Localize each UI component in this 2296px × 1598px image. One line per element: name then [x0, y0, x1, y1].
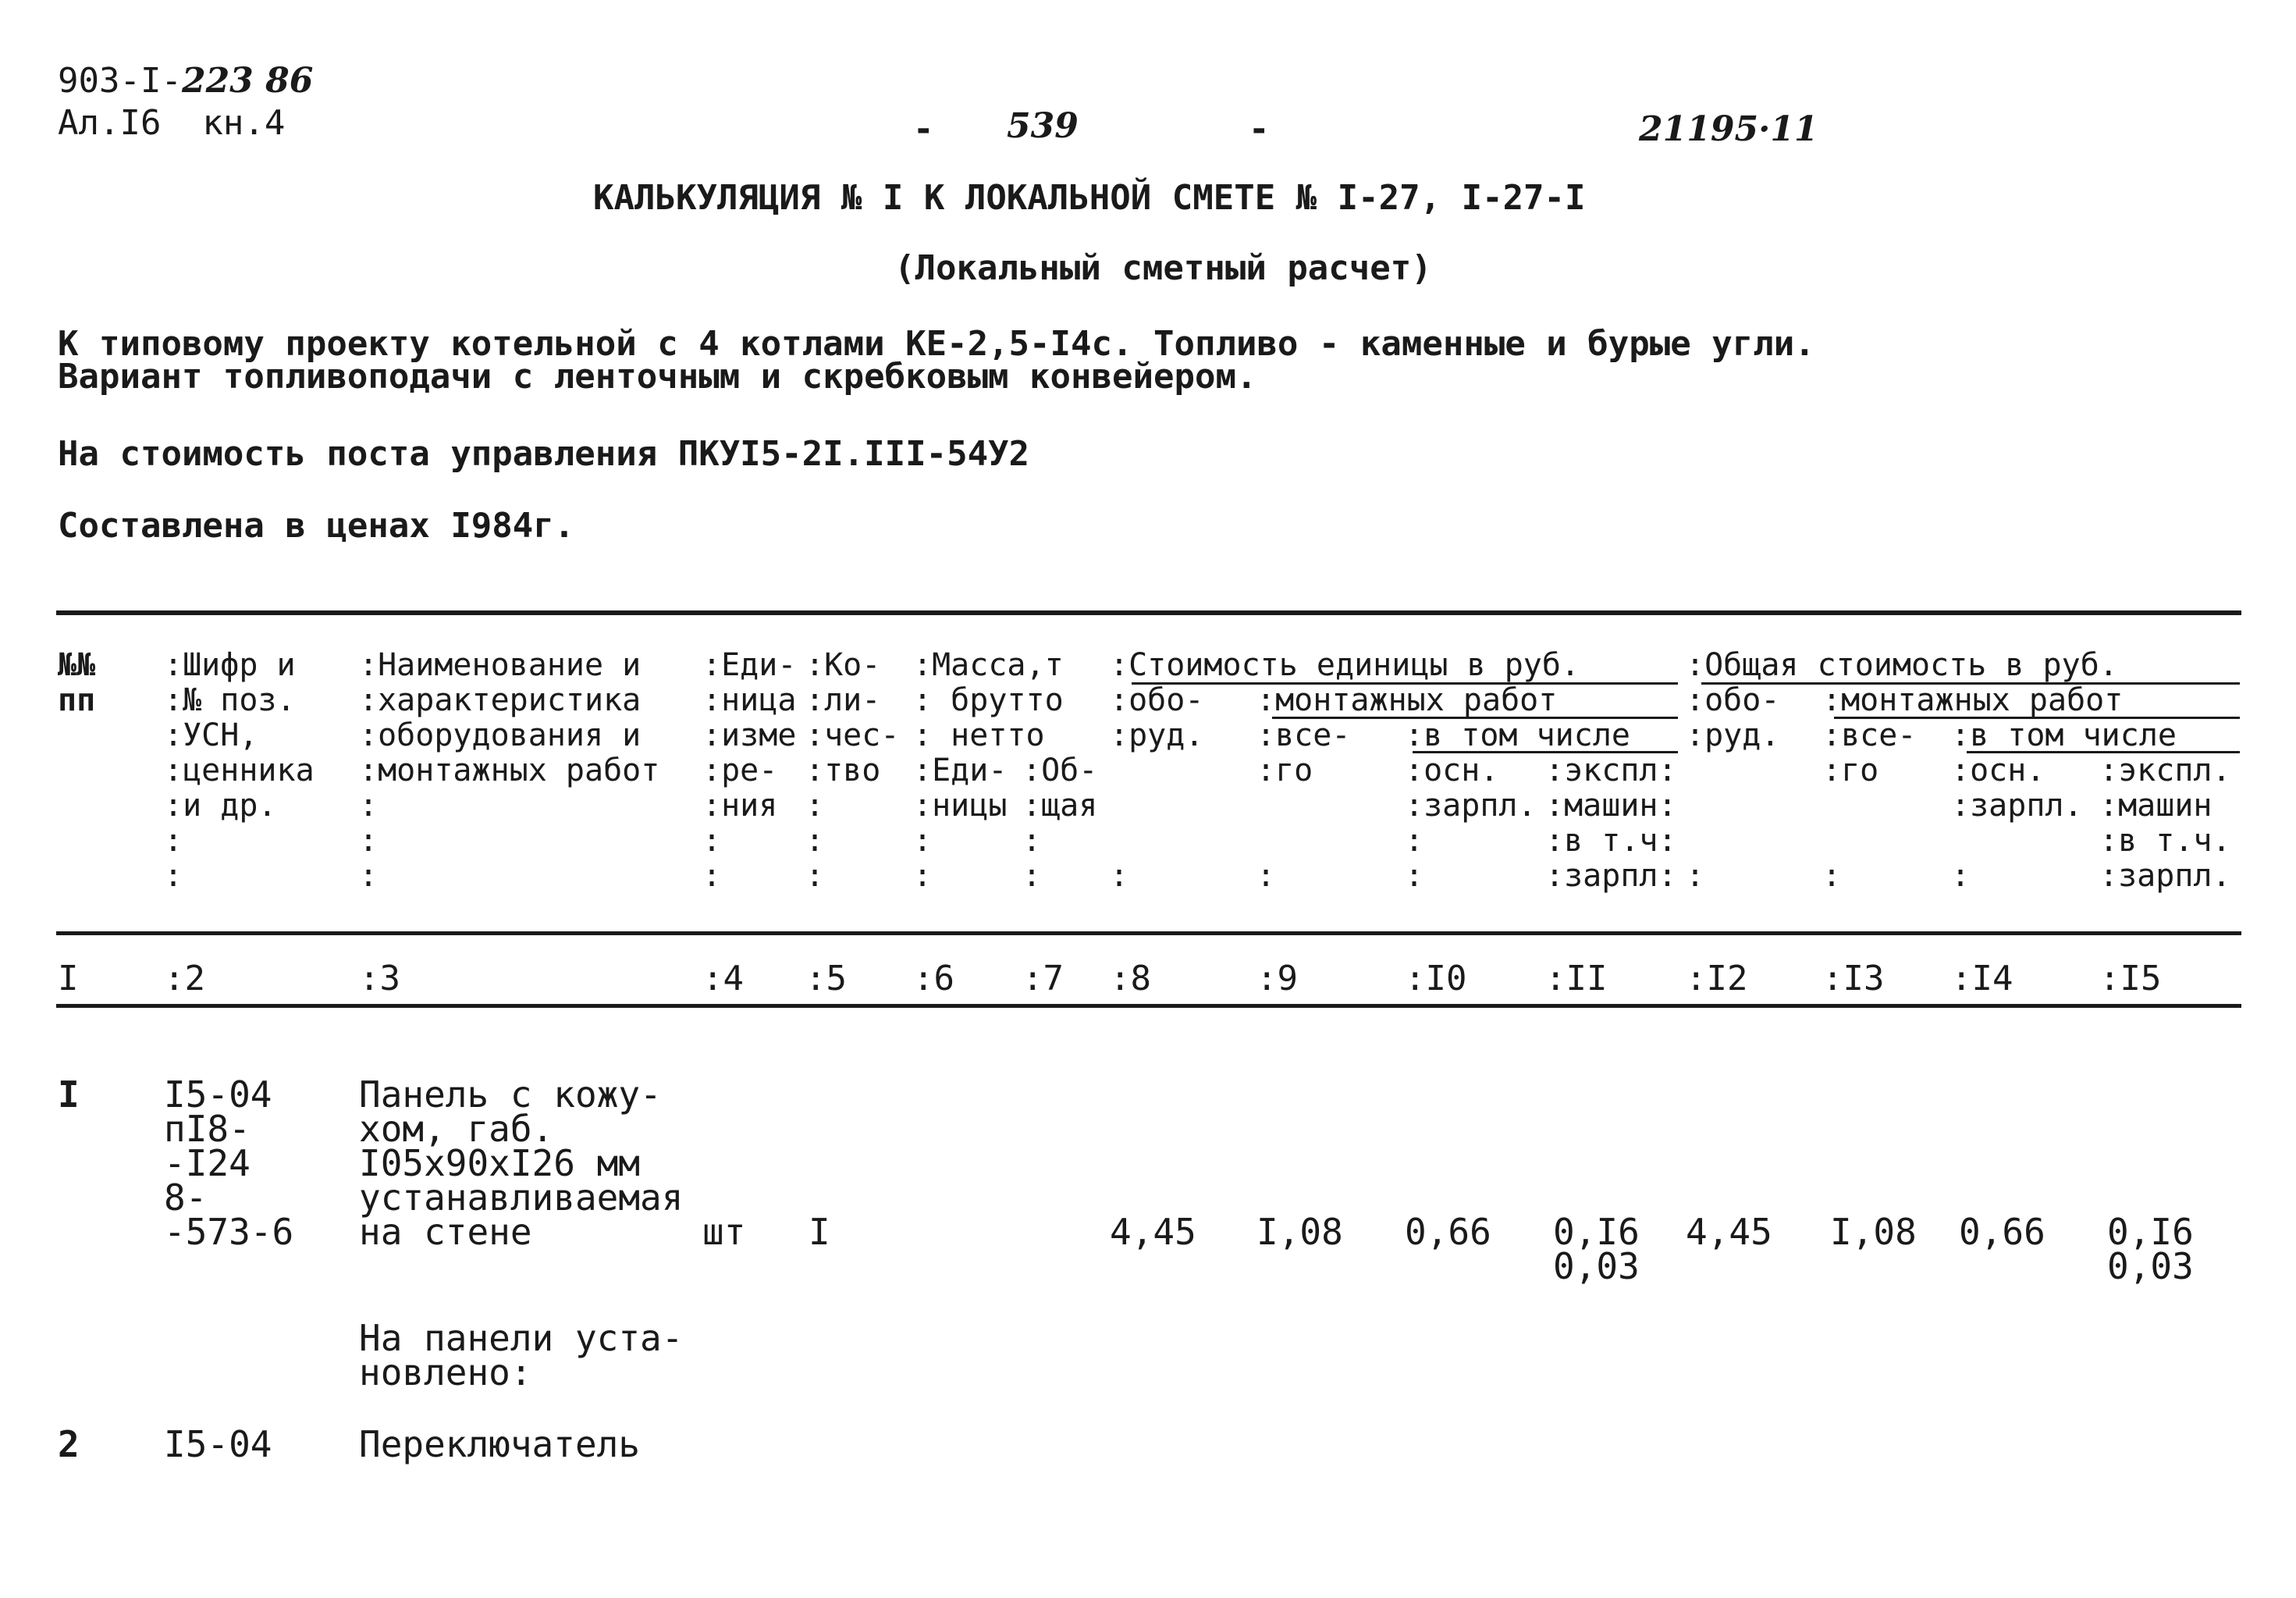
header-col-7: :Об- :щая : :: [1022, 753, 1098, 894]
document-title: КАЛЬКУЛЯЦИЯ № I К ЛОКАЛЬНОЙ СМЕТЕ № I-27, I-27-I: [593, 178, 1586, 218]
row-1-name: Панель с кожу- хом, габ. I05x90xI26 мм устанавливаемая на стене: [359, 1073, 684, 1253]
header-unit-install: :монтажных работ: [1256, 682, 1558, 718]
document-subtitle: (Локальный сметный расчет): [894, 248, 1432, 288]
row-1-install-total: I,08: [1830, 1211, 1917, 1253]
colnum-15: :I5: [2099, 959, 2162, 998]
header-col-6: :Масса,т : брутто : нетто :Еди- :ницы : :: [913, 647, 1064, 894]
header-col-13: :все- :го :: [1822, 717, 1917, 894]
colnum-3: :3: [359, 959, 400, 998]
row-1-quantity: I: [809, 1211, 830, 1253]
header-total-install: :монтажных работ: [1822, 682, 2124, 718]
header-col-9: :все- :го :: [1256, 717, 1351, 894]
table-top-rule: [56, 610, 2241, 615]
header-unit-incl: :в том числе: [1405, 717, 1630, 753]
row-note-name: На панели уста- новлено:: [359, 1317, 684, 1393]
code-handwritten: 223 86: [181, 61, 314, 101]
page-number: 539: [1007, 106, 1079, 146]
header-col-5: :Ко- :ли- :чес- :тво : : :: [805, 647, 900, 894]
row-2-name: Переключатель: [359, 1423, 641, 1465]
colnum-14: :I4: [1951, 959, 2013, 998]
colnum-11: :II: [1545, 959, 1608, 998]
colnum-5: :5: [805, 959, 847, 998]
header-total-incl: :в том числе: [1951, 717, 2177, 753]
header-col-8: :обо- :руд. :: [1110, 682, 1204, 894]
code-prefix: 903-I-: [58, 61, 182, 101]
page-dash-left: -: [913, 109, 934, 149]
header-col-3: :Наименование и :характеристика :оборудования и :монтажных работ : : :: [359, 647, 660, 894]
colnum-1: I: [58, 959, 79, 998]
row-1-machine-total: 0,I6 0,03: [2107, 1211, 2194, 1287]
row-1-wage-total: 0,66: [1959, 1211, 2045, 1253]
header-bottom-rule: [56, 931, 2241, 935]
page-dash-right: -: [1249, 109, 1270, 149]
header-col-2: :Шифр и :№ поз. :УСН, :ценника :и др. : :: [164, 647, 315, 894]
colnum-4: :4: [702, 959, 744, 998]
colnum-10: :I0: [1405, 959, 1467, 998]
row-1-code: I5-04 пI8- -I24 8- -573-6: [164, 1073, 294, 1253]
row-1-machine-unit: 0,I6 0,03: [1553, 1211, 1640, 1287]
colnum-2: :2: [164, 959, 205, 998]
column-numbers-rule: [56, 1004, 2241, 1008]
colnum-6: :6: [913, 959, 954, 998]
page-reference: 21195·11: [1639, 109, 1818, 149]
colnum-8: :8: [1110, 959, 1151, 998]
header-col-1: №№ пп: [58, 647, 96, 718]
album-book-label: Ал.I6 кн.4: [58, 103, 286, 143]
row-2-number: 2: [58, 1423, 80, 1465]
row-1-unit: шт: [702, 1211, 746, 1253]
cost-object-line: На стоимость поста управления ПКУI5-2I.III-54У2: [58, 434, 1030, 474]
header-col-12: :обо- :руд. :: [1686, 682, 1780, 894]
colnum-12: :I2: [1686, 959, 1748, 998]
price-basis-line: Составлена в ценах I984г.: [58, 506, 575, 546]
row-1-number: I: [58, 1073, 80, 1116]
header-total-cost: :Общая стоимость в руб.: [1686, 647, 2118, 683]
intro-line-2: Вариант топливоподачи с ленточным и скребковым конвейером.: [58, 357, 1257, 397]
colnum-7: :7: [1022, 959, 1064, 998]
header-col-4: :Еди- :ница :изме :ре- :ния : :: [702, 647, 797, 894]
header-col-15: :экспл. :машин :в т.ч. :зарпл.: [2099, 753, 2231, 894]
document-code: [58, 61, 313, 101]
row-1-equip-total: 4,45: [1686, 1211, 1772, 1253]
row-1-equip-unit: 4,45: [1110, 1211, 1196, 1253]
colnum-13: :I3: [1822, 959, 1885, 998]
intro-line-1: К типовому проекту котельной с 4 котлами КЕ-2,5-I4с. Топливо - каменные и бурые угли.: [58, 324, 1815, 364]
header-col-11: :экспл: :машин: :в т.ч: :зарпл:: [1545, 753, 1677, 894]
header-unit-cost: :Стоимость единицы в руб.: [1110, 647, 1580, 683]
colnum-9: :9: [1256, 959, 1298, 998]
header-col-14: :осн. :зарпл. :: [1951, 753, 2083, 894]
row-1-wage-unit: 0,66: [1405, 1211, 1491, 1253]
row-1-install-unit: I,08: [1256, 1211, 1343, 1253]
header-col-10: :осн. :зарпл. : :: [1405, 753, 1537, 894]
row-2-code: I5-04: [164, 1423, 272, 1465]
